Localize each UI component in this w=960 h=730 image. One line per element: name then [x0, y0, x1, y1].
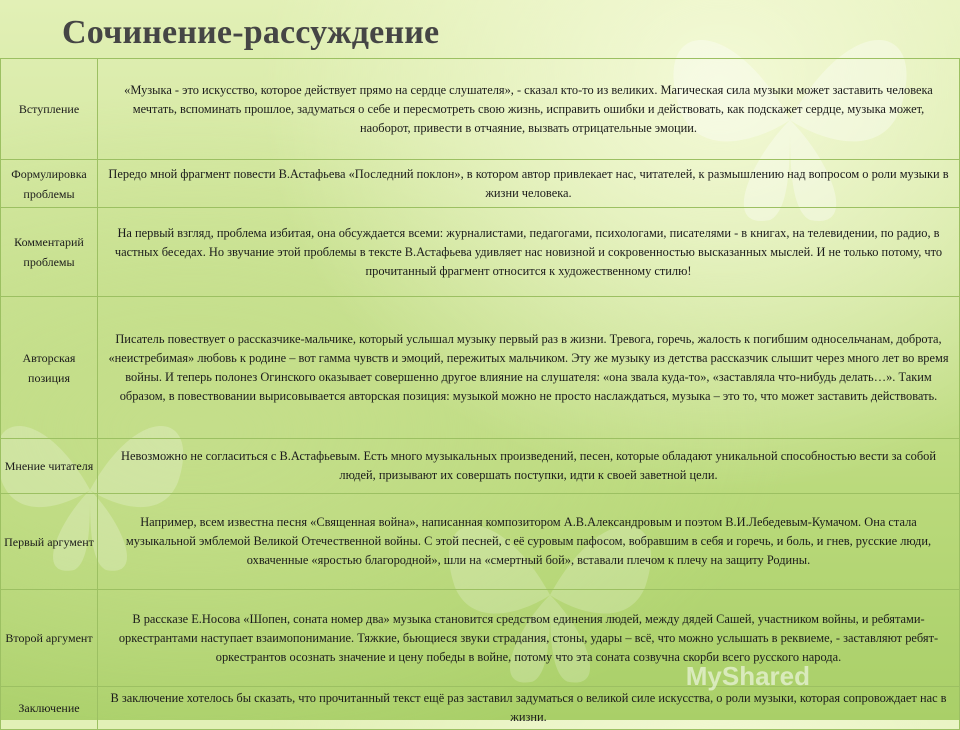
table-row-commentary — [1, 208, 960, 297]
essay-table-body — [1, 59, 960, 730]
row-label: Первый аргумент — [1, 494, 98, 590]
row-label: Вступление — [1, 59, 98, 160]
row-text: Невозможно не согласиться с В.Астафьевым. Есть много музыкальных произведений, песен, которые обладают уникальной способностью вести за собой людей, призывают их совершать поступки, идти к своей заветной цели. — [98, 439, 960, 494]
row-label: Формулировка проблемы — [1, 160, 98, 208]
table-row-intro — [1, 59, 960, 160]
page-title: Сочинение-рассуждение — [62, 14, 440, 51]
row-label: Второй аргумент — [1, 590, 98, 687]
row-text: Писатель повествует о рассказчике-мальчике, который услышал музыку первый раз в жизни. Тревога, горечь, жалость к погибшим односельчанам, доброта, «неистребимая» любовь к родине – вот гамма чувств и эмоций, пережитых мальчиком. Эту же музыку из детства рассказчик слышит через много лет во время войны. И теперь полонез Огинского оказывает совершенно другое влияние на слушателя: «она звала куда-то», «заставляла что-нибудь делать…». Таким образом, в повествовании вырисовывается авторская позиция: музыкой можно не просто наслаждаться, музыка – это то, что может заставить действовать. — [98, 297, 960, 439]
row-text: На первый взгляд, проблема избитая, она обсуждается всеми: журналистами, педагогами, психологами, писателями - в книгах, на телевидении, по радио, в частных беседах. Но звучание этой проблемы в тексте В.Астафьева удивляет нас новизной и сокровенностью высказанных мыслей. И не только потому, что прочитанный фрагмент относится к художественному стилю! — [98, 208, 960, 297]
row-label: Авторская позиция — [1, 297, 98, 439]
table-row-second-argument — [1, 590, 960, 687]
row-text: «Музыка - это искусство, которое действует прямо на сердце слушателя», - сказал кто-то из великих. Магическая сила музыки может заставить человека мечтать, вспоминать прошлое, задуматься о себе и пересмотреть свою жизнь, исправить ошибки и действовать, как подскажет сердце, музыка может, наоборот, привести в отчаяние, вызвать отрицательные эмоции. — [98, 59, 960, 160]
table-row-first-argument — [1, 494, 960, 590]
row-label: Комментарий проблемы — [1, 208, 98, 297]
table-row-author-position — [1, 297, 960, 439]
row-text: В рассказе Е.Носова «Шопен, соната номер два» музыка становится средством единения людей, между дядей Сашей, участником войны, и ребятами-оркестрантами наступает взаимопонимание. Тяжкие, бьющиеся звуки страдания, стоны, удары – всё, что можно услышать в реквиеме, - заставляют ребят-оркестрантов осознать значение и цену победы в войне, потому что эта соната созвучна скорби всего русского народа. — [98, 590, 960, 687]
row-text: Передо мной фрагмент повести В.Астафьева «Последний поклон», в котором автор привлекает нас, читателей, к размышлению над вопросом о роли музыки в жизни человека. — [98, 160, 960, 208]
watermark-logo: MyShared — [685, 661, 810, 691]
table-row-problem — [1, 160, 960, 208]
essay-structure-table — [0, 58, 960, 730]
table-row-reader-opinion — [1, 439, 960, 494]
table-row-conclusion — [1, 687, 960, 730]
row-label: Заключение — [1, 687, 98, 730]
row-label: Мнение читателя — [1, 439, 98, 494]
row-text: Например, всем известна песня «Священная война», написанная композитором А.В.Александровым и поэтом В.И.Лебедевым-Кумачом. Она стала музыкальной эмблемой Великой Отечественной войны. С этой песней, с её суровым пафосом, вобравшим в себя и горечь, и боль, и гнев, русские люди, охваченные «яростью благородной», шли на «смертный бой», вставали плечом к плечу на защиту Родины. — [98, 494, 960, 590]
row-text: В заключение хотелось бы сказать, что прочитанный текст ещё раз заставил задуматься о великой силе искусства, о роли музыки, которая сопровождает нас в жизни. — [98, 687, 960, 730]
